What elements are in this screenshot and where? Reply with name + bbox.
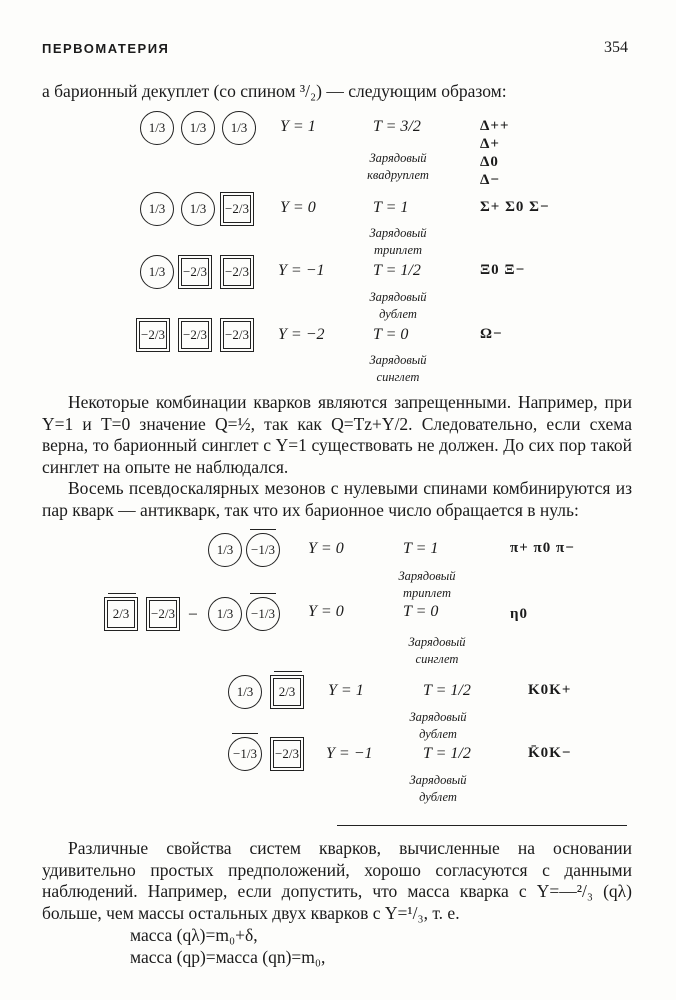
isospin: T = 1/2	[423, 745, 471, 762]
quark-square: −2/3	[146, 597, 180, 631]
multiplet-label: Зарядовый дублет	[409, 773, 467, 804]
quark-circle: 1/3	[181, 192, 215, 226]
antiquark-circle: −1/3	[246, 597, 280, 631]
quark-circle: 1/3	[140, 111, 174, 145]
page-number: 354	[604, 39, 628, 56]
quark-circle: 1/3	[228, 675, 262, 709]
isospin: T = 1/2	[373, 262, 421, 279]
quark-square: −2/3	[178, 318, 212, 352]
quark-square: 2/3	[270, 675, 304, 709]
antiquark-bar	[250, 529, 276, 530]
particle-symbol: Δ++	[480, 118, 510, 134]
hypercharge: Y = −2	[278, 326, 325, 343]
paragraph-forbidden: Некоторые комбинации кварков являются запрещенными. Например, при Y=1 и T=0 значение Q=½, так как Q=Tz+Y/2. Следовательно, если схема верна, то барионный синглет с Y=1 существовать не должен. До сих пор такой синглет на опыте не наблюдался.	[42, 392, 632, 477]
multiplet-label: Зарядовый синглет	[408, 635, 466, 666]
quark-square: −2/3	[220, 255, 254, 289]
quark-square: −2/3	[178, 255, 212, 289]
quark-circle: 1/3	[140, 255, 174, 289]
particle-symbol: π+ π0 π−	[510, 540, 575, 556]
hypercharge: Y = 0	[308, 603, 344, 620]
isospin: T = 1	[373, 199, 409, 216]
particle-symbol: Δ+	[480, 136, 500, 152]
quark-square: −2/3	[270, 737, 304, 771]
hypercharge: Y = −1	[326, 745, 373, 762]
multiplet-label: Зарядовый триплет	[398, 569, 456, 600]
hypercharge: Y = 0	[308, 540, 344, 557]
hypercharge: Y = 0	[280, 199, 316, 216]
isospin: T = 0	[373, 326, 409, 343]
multiplet-label: Зарядовый синглет	[369, 353, 427, 384]
particle-symbol: K̄0K−	[528, 745, 572, 761]
particle-symbol: η0	[510, 606, 529, 622]
particle-symbol: Δ−	[480, 172, 500, 188]
particle-symbol: Ω−	[480, 326, 503, 342]
multiplet-label: Зарядовый дублет	[369, 290, 427, 321]
hypercharge: Y = 1	[280, 118, 316, 135]
antiquark-bar	[108, 593, 136, 594]
quark-circle: 1/3	[208, 533, 242, 567]
paragraph-masses: Различные свойства систем кварков, вычисленные на основании удивительно простых предположений, хорошо согласуются с данными наблюдений. Например, если допустить, что масса кварка с Y=—²/₃ (qλ) больше, чем массы остальных двух кварков с Y=¹/₃, т. е.	[42, 838, 632, 923]
multiplet-label: Зарядовый дублет	[409, 710, 467, 741]
quark-square: −2/3	[136, 318, 170, 352]
equation-mass-p-n: масса (qp)=масса (qn)=m₀,	[130, 947, 326, 967]
multiplet-label: Зарядовый триплет	[369, 226, 427, 257]
hypercharge: Y = −1	[278, 262, 325, 279]
particle-symbol: Σ+ Σ0 Σ−	[480, 199, 550, 215]
isospin: T = 0	[403, 603, 439, 620]
quark-square: −2/3	[220, 318, 254, 352]
isospin: T = 1/2	[423, 682, 471, 699]
section-divider	[337, 825, 627, 826]
quark-circle: 1/3	[140, 192, 174, 226]
quark-square: −2/3	[220, 192, 254, 226]
running-header: ПЕРВОМАТЕРИЯ	[42, 41, 170, 56]
particle-symbol: K0K+	[528, 682, 572, 698]
quark-circle: 1/3	[222, 111, 256, 145]
equation-mass-lambda: масса (qλ)=m₀+δ,	[130, 925, 258, 945]
minus-sign: −	[188, 604, 198, 624]
antiquark-bar	[250, 593, 276, 594]
intro-line: а барионный декуплет (со спином ³/₂) — следующим образом:	[42, 81, 507, 101]
particle-symbol: Ξ0 Ξ−	[480, 262, 526, 278]
antiquark-bar	[274, 671, 302, 672]
hypercharge: Y = 1	[328, 682, 364, 699]
isospin: T = 1	[403, 540, 439, 557]
isospin: T = 3/2	[373, 118, 421, 135]
antiquark-circle: −1/3	[246, 533, 280, 567]
quark-circle: 1/3	[181, 111, 215, 145]
antiquark-circle: −1/3	[228, 737, 262, 771]
particle-symbol: Δ0	[480, 154, 499, 170]
quark-circle: 1/3	[208, 597, 242, 631]
antiquark-bar	[232, 733, 258, 734]
multiplet-label: Зарядовый квадруплет	[367, 151, 429, 182]
paragraph-mesons: Восемь псевдоскалярных мезонов с нулевыми спинами комбинируются из пар кварк — антикварк, так что их барионное число обращается в нуль:	[42, 478, 632, 520]
quark-square: 2/3	[104, 597, 138, 631]
